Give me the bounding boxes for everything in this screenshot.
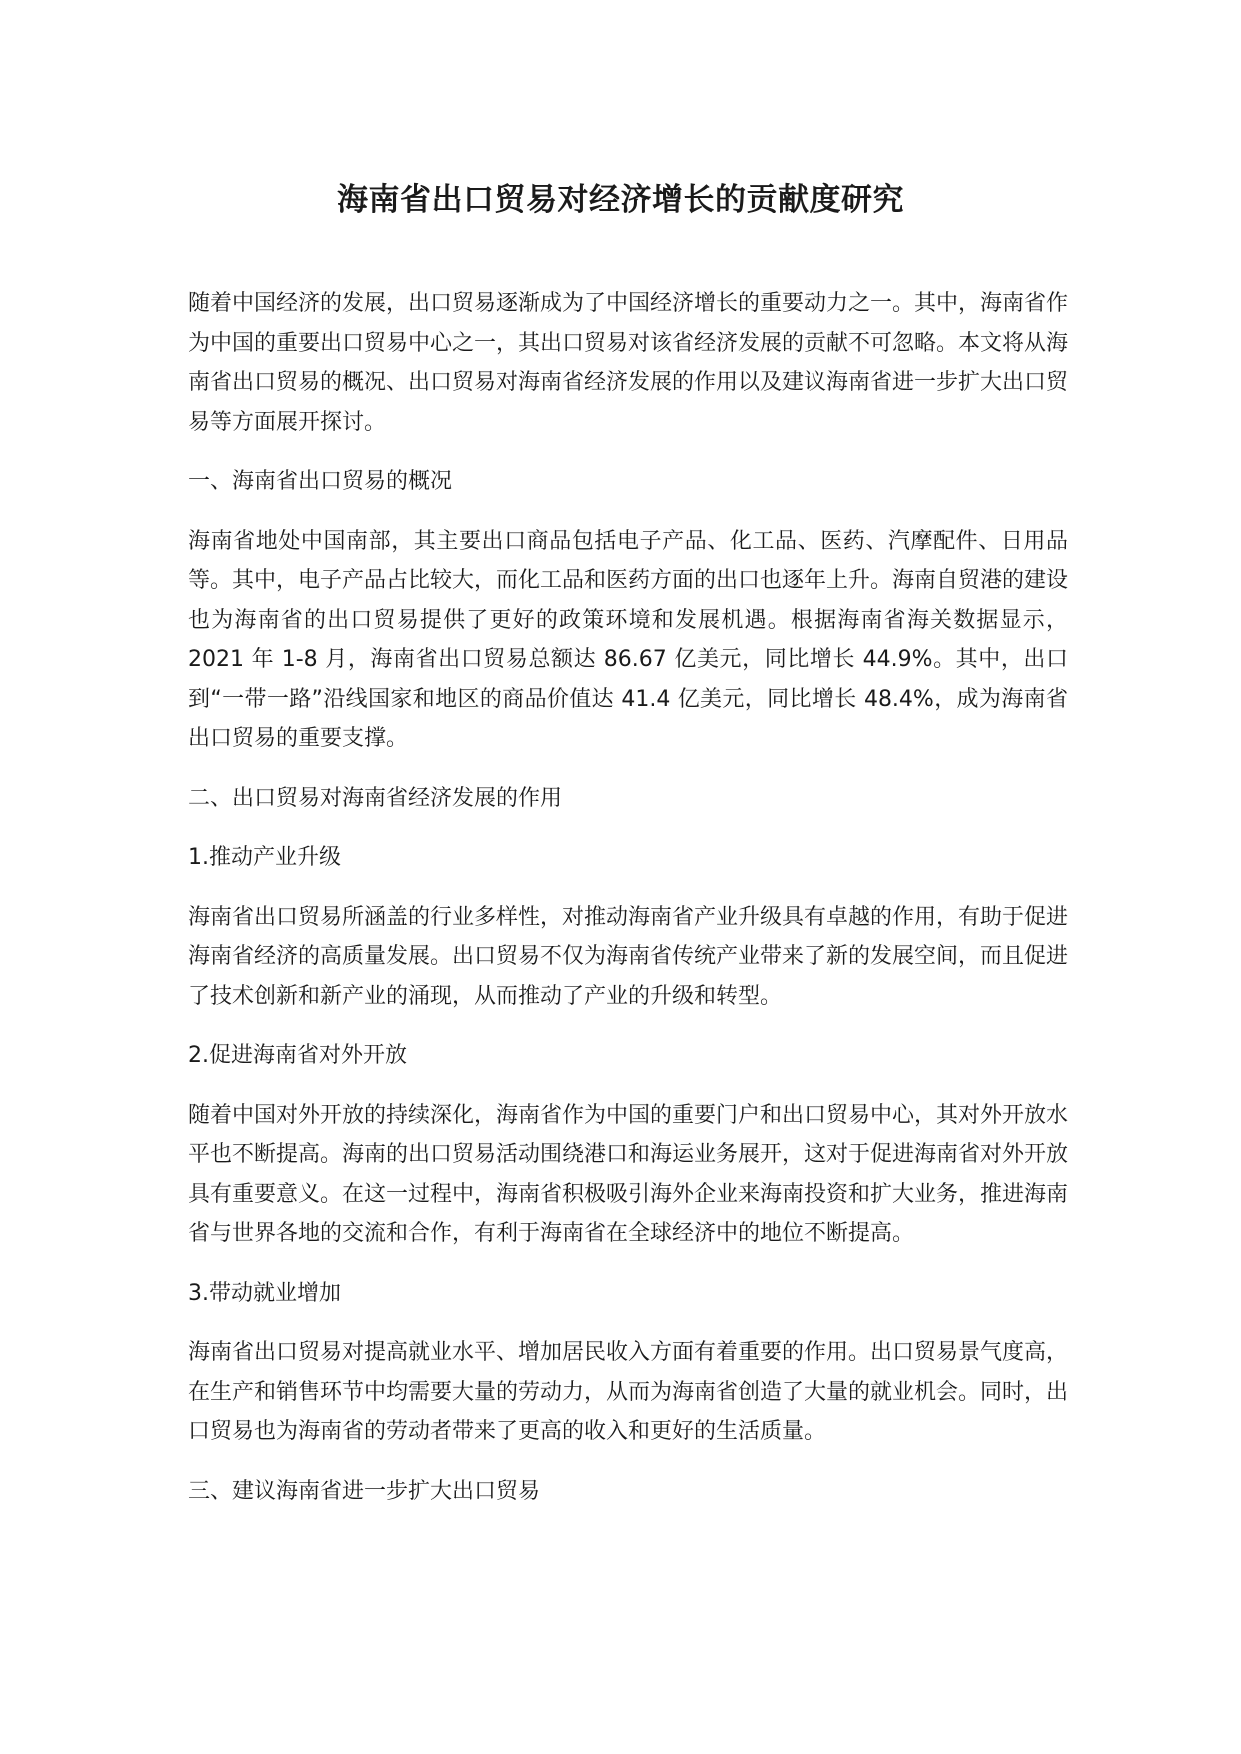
document-body (188, 284, 1068, 1531)
employment-paragraph: 海南省出口贸易对提高就业水平、增加居民收入方面有着重要的作用。出口贸易景气度高，在生产和销售环节中均需要大量的劳动力，从而为海南省创造了大量的就业机会。同时，出口贸易也为海南省的劳动者带来了更高的收入和更好的生活质量。 (188, 1340, 1069, 1444)
section-heading-overview: 一、海南省出口贸易的概况 (188, 469, 453, 494)
subheading-industry-upgrade: 1.推动产业升级 (188, 845, 341, 870)
subheading-employment: 3.带动就业增加 (188, 1280, 341, 1306)
industry-upgrade-paragraph: 海南省出口贸易所涵盖的行业多样性，对推动海南省产业升级具有卓越的作用，有助于促进海南省经济的高质量发展。出口贸易不仅为海南省传统产业带来了新的发展空间，而且促进了技术创新和新产业的涌现，从而推动了产业的升级和转型。 (188, 904, 1069, 1009)
opening-up-paragraph: 随着中国对外开放的持续深化，海南省作为中国的重要门户和出口贸易中心，其对外开放水平也不断提高。海南的出口贸易活动围绕港口和海运业务展开，这对于促进海南省对外开放具有重要意义。在这一过程中，海南省积极吸引海外企业来海南投资和扩大业务，推进海南省与世界各地的交流和合作，有利于海南省在全球经济中的地位不断提高。 (188, 1102, 1069, 1246)
intro-paragraph: 随着中国经济的发展，出口贸易逐渐成为了中国经济增长的重要动力之一。其中，海南省作为中国的重要出口贸易中心之一，其出口贸易对该省经济发展的贡献不可忽略。本文将从海南省出口贸易的概况、出口贸易对海南省经济发展的作用以及建议海南省进一步扩大出口贸易等方面展开探讨。 (188, 291, 1069, 435)
overview-paragraph: 海南省地处中国南部，其主要出口商品包括电子产品、化工品、医药、汽摩配件、日用品等。其中，电子产品占比较大，而化工品和医药方面的出口也逐年上升。海南自贸港的建设也为海南省的出口贸易提供了更好的政策环境和发展机遇。根据海南省海关数据显示，2021 年 1-8 月，海南省出口贸易总额达 86.67 亿美元，同比增长 44.9%。其中，出口到“一带一路”沿线国家和地区的商品价值达 41.4 亿美元，同比增长 48.4%，成为海南省出口贸易的重要支撑。 (188, 528, 1069, 751)
subheading-opening-up: 2.促进海南省对外开放 (188, 1043, 407, 1068)
document-title: 海南省出口贸易对经济增长的贡献度研究 (337, 182, 904, 218)
section-heading-role: 二、出口贸易对海南省经济发展的作用 (188, 785, 563, 811)
section-heading-suggestions: 三、建议海南省进一步扩大出口贸易 (188, 1478, 541, 1504)
